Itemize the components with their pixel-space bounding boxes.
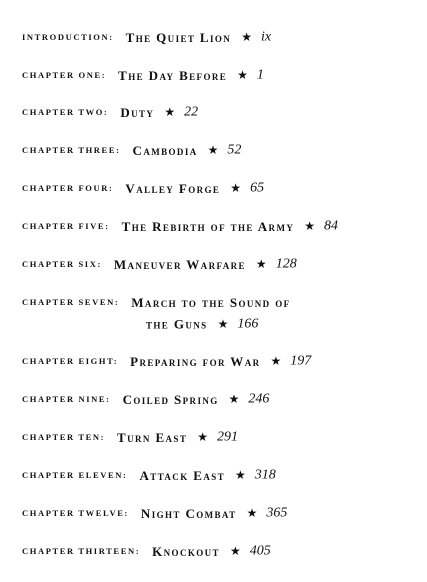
page-number: 84 — [324, 218, 339, 234]
chapter-title: Knockout — [152, 543, 220, 559]
page-number: 291 — [217, 429, 239, 445]
chapter-title: Attack East — [139, 467, 226, 483]
chapter-title: The Quiet Lion — [125, 29, 232, 45]
page-number: 365 — [266, 505, 288, 521]
star-icon: ★ — [207, 143, 219, 158]
star-icon: ★ — [230, 181, 242, 196]
toc-entry-chapter-six — [22, 256, 297, 272]
chapter-label: CHAPTER ELEVEN: — [22, 470, 128, 481]
chapter-label: CHAPTER THREE: — [22, 145, 121, 156]
page-number: 1 — [256, 67, 264, 83]
chapter-title: Valley Forge — [125, 180, 221, 196]
chapter-title: The Rebirth of the Army — [121, 218, 295, 234]
chapter-title-continued: the Guns — [146, 316, 208, 332]
toc-entry-introduction — [22, 29, 271, 45]
star-icon: ★ — [229, 544, 241, 559]
chapter-label: CHAPTER THIRTEEN: — [22, 546, 141, 557]
chapter-label: INTRODUCTION: — [22, 32, 114, 43]
star-icon: ★ — [255, 257, 267, 272]
chapter-label: CHAPTER TWELVE: — [22, 508, 129, 519]
toc-entry-chapter-five — [22, 218, 338, 234]
star-icon: ★ — [235, 468, 246, 483]
star-icon: ★ — [197, 430, 209, 445]
chapter-title: March to the Sound of — [131, 294, 291, 310]
chapter-label: CHAPTER FIVE: — [22, 221, 110, 232]
chapter-title: Duty — [120, 104, 155, 120]
toc-entry-chapter-thirteen — [22, 543, 271, 559]
chapter-label: CHAPTER NINE: — [22, 394, 111, 405]
toc-entry-chapter-seven — [22, 294, 291, 310]
toc-entry-chapter-one — [22, 67, 264, 83]
chapter-label: CHAPTER EIGHT: — [22, 356, 119, 367]
page-number: 318 — [254, 467, 276, 483]
chapter-label: CHAPTER ONE: — [22, 70, 107, 81]
toc-entry-chapter-four — [22, 180, 264, 196]
star-icon: ★ — [228, 392, 240, 407]
chapter-label: CHAPTER TWO: — [22, 107, 109, 118]
star-icon: ★ — [217, 316, 229, 331]
toc-entry-chapter-twelve — [22, 505, 287, 521]
toc-entry-chapter-ten — [22, 429, 238, 445]
page-number: 128 — [275, 256, 297, 272]
star-icon: ★ — [246, 506, 258, 521]
chapter-title: Turn East — [117, 429, 188, 445]
toc-entry-chapter-two — [22, 104, 198, 120]
page-number: 197 — [290, 353, 312, 369]
toc-entry-chapter-three — [22, 142, 241, 158]
star-icon: ★ — [270, 354, 282, 369]
page-number: 405 — [249, 543, 271, 559]
toc-entry-chapter-eight — [22, 353, 311, 369]
star-icon: ★ — [237, 68, 248, 83]
toc-entry-chapter-nine — [22, 391, 269, 407]
chapter-label: CHAPTER SIX: — [22, 259, 102, 270]
chapter-title: Cambodia — [132, 142, 198, 158]
page-number: ix — [260, 29, 272, 45]
page-number: 65 — [250, 180, 265, 196]
chapter-title: Preparing for War — [130, 353, 261, 369]
chapter-title: Coiled Spring — [122, 391, 219, 407]
toc-entry-chapter-seven-continued — [146, 315, 258, 333]
star-icon: ★ — [241, 30, 252, 45]
chapter-label: CHAPTER TEN: — [22, 432, 106, 443]
star-icon: ★ — [304, 219, 316, 234]
star-icon: ★ — [164, 105, 176, 120]
chapter-label: CHAPTER SEVEN: — [22, 297, 120, 308]
chapter-title: Maneuver Warfare — [113, 256, 246, 272]
page-number: 166 — [237, 316, 259, 332]
chapter-label: CHAPTER FOUR: — [22, 183, 114, 194]
chapter-title: Night Combat — [140, 505, 237, 521]
toc-entry-chapter-eleven — [22, 467, 276, 483]
page-number: 22 — [184, 104, 199, 120]
chapter-title: The Day Before — [118, 67, 228, 83]
page-number: 246 — [248, 391, 270, 407]
page-number: 52 — [227, 142, 242, 158]
